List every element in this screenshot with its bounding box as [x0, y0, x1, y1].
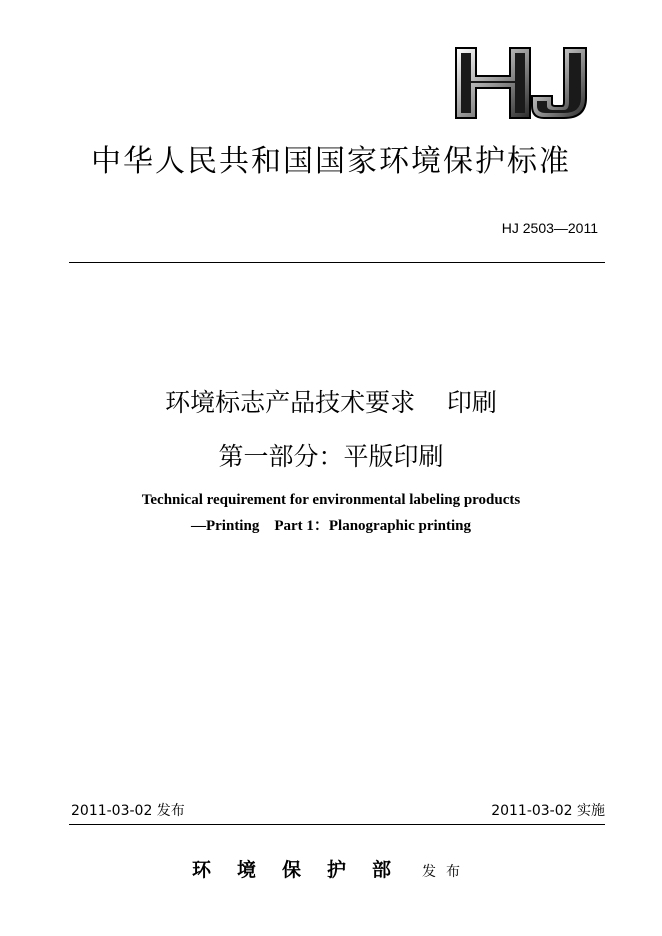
document-subtitle-en: —Printing Part 1：Planographic printing: [190, 518, 471, 534]
publisher-org: 环境保护部: [191, 859, 417, 881]
publisher-action: 发布: [422, 864, 471, 880]
top-divider: [69, 262, 605, 263]
bottom-divider: [69, 824, 605, 825]
document-subtitle-cn: 第一部分：平版印刷: [218, 442, 444, 471]
issue-date: 2011-03-02 发布: [71, 803, 185, 819]
document-title-en: Technical requirement for environmental labeling products: [141, 492, 521, 508]
standard-number: HJ 2503—2011: [501, 220, 598, 236]
document-title-cn: 环境标志产品技术要求 印刷: [165, 388, 497, 417]
implementation-date: 2011-03-02 实施: [491, 803, 605, 819]
publisher: [0, 856, 662, 886]
hj-logo: [452, 46, 592, 120]
national-standard-title: 中华人民共和国国家环境保护标准: [91, 144, 571, 179]
